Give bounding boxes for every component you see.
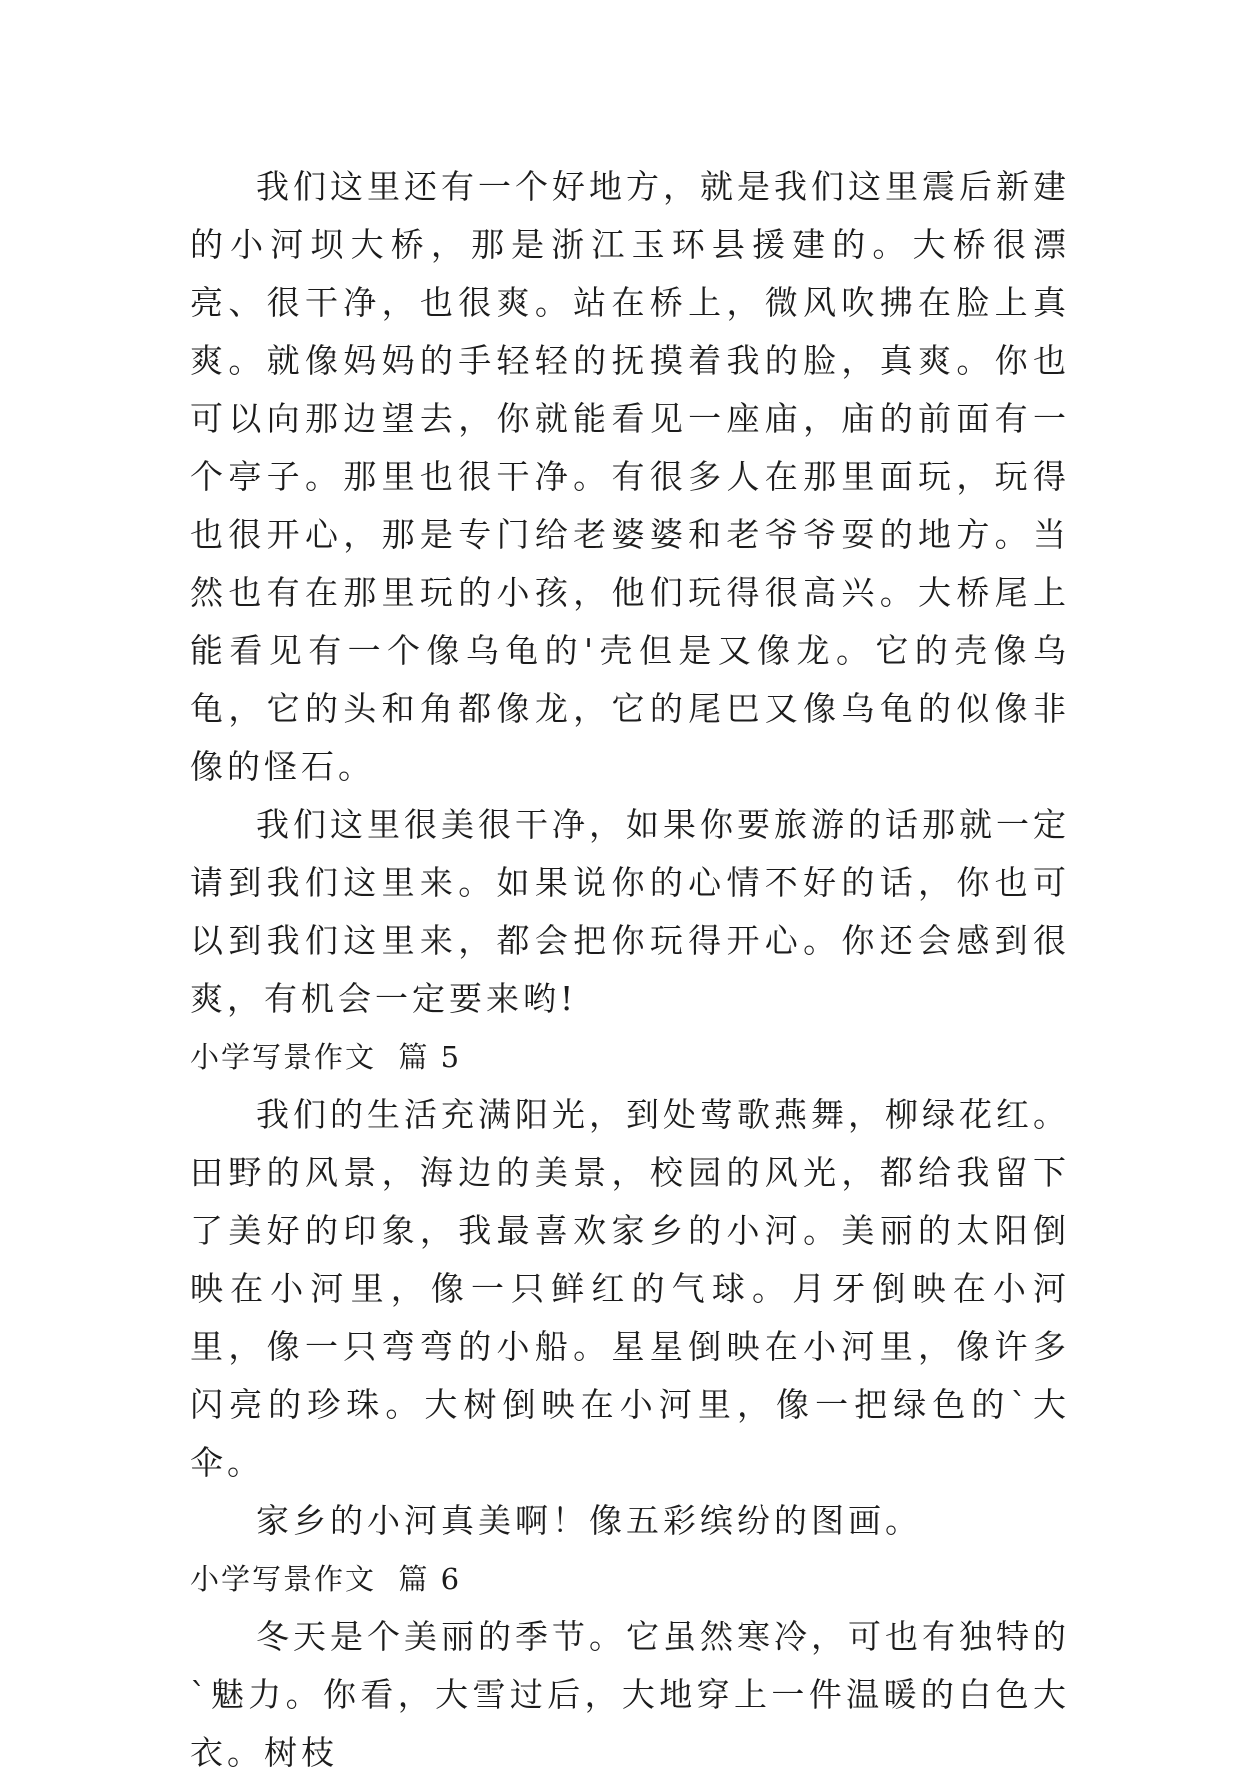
paragraph-bridge-description: 我们这里还有一个好地方，就是我们这里震后新建的小河坝大桥，那是浙江玉环县援建的。大桥很漂亮、很干净，也很爽。站在桥上，微风吹拂在脸上真爽。就像妈妈的手轻轻的抚摸着我的脸，真爽。你也可以向那边望去，你就能看见一座庙，庙的前面有一个亭子。那里也很干净。有很多人在那里面玩，玩得也很开心，那是专门给老婆婆和老爷爷耍的地方。当然也有在那里玩的小孩，他们玩得很高兴。大桥尾上能看见有一个像乌龟的'壳但是又像龙。它的壳像乌龟，它的头和角都像龙，它的尾巴又像乌龟的似像非像的怪石。 (190, 167, 1070, 786)
paragraph-winter: 冬天是个美丽的季节。它虽然寒冷，可也有独特的`魅力。你看，大雪过后，大地穿上一件温暖的白色大衣。树枝 (190, 1617, 1070, 1772)
section-heading-5: 小学写景作文 篇 5 (190, 1040, 462, 1074)
paragraph-hometown-river: 我们的生活充满阳光，到处莺歌燕舞，柳绿花红。田野的风景，海边的美景，校园的风光，都给我留下了美好的印象，我最喜欢家乡的小河。美丽的太阳倒映在小河里，像一只鲜红的气球。月牙倒映在小河里，像一只弯弯的小船。星星倒映在小河里，像许多闪亮的珍珠。大树倒映在小河里，像一把绿色的`大伞。 (190, 1095, 1070, 1482)
document-body (190, 158, 1070, 1782)
paragraph-invitation: 我们这里很美很干净，如果你要旅游的话那就一定请到我们这里来。如果说你的心情不好的话，你也可以到我们这里来，都会把你玩得开心。你还会感到很爽，有机会一定要来哟! (190, 805, 1070, 1018)
section-heading-6: 小学写景作文 篇 6 (190, 1562, 462, 1596)
paragraph-river-summary: 家乡的小河真美啊！像五彩缤纷的图画。 (256, 1501, 922, 1540)
